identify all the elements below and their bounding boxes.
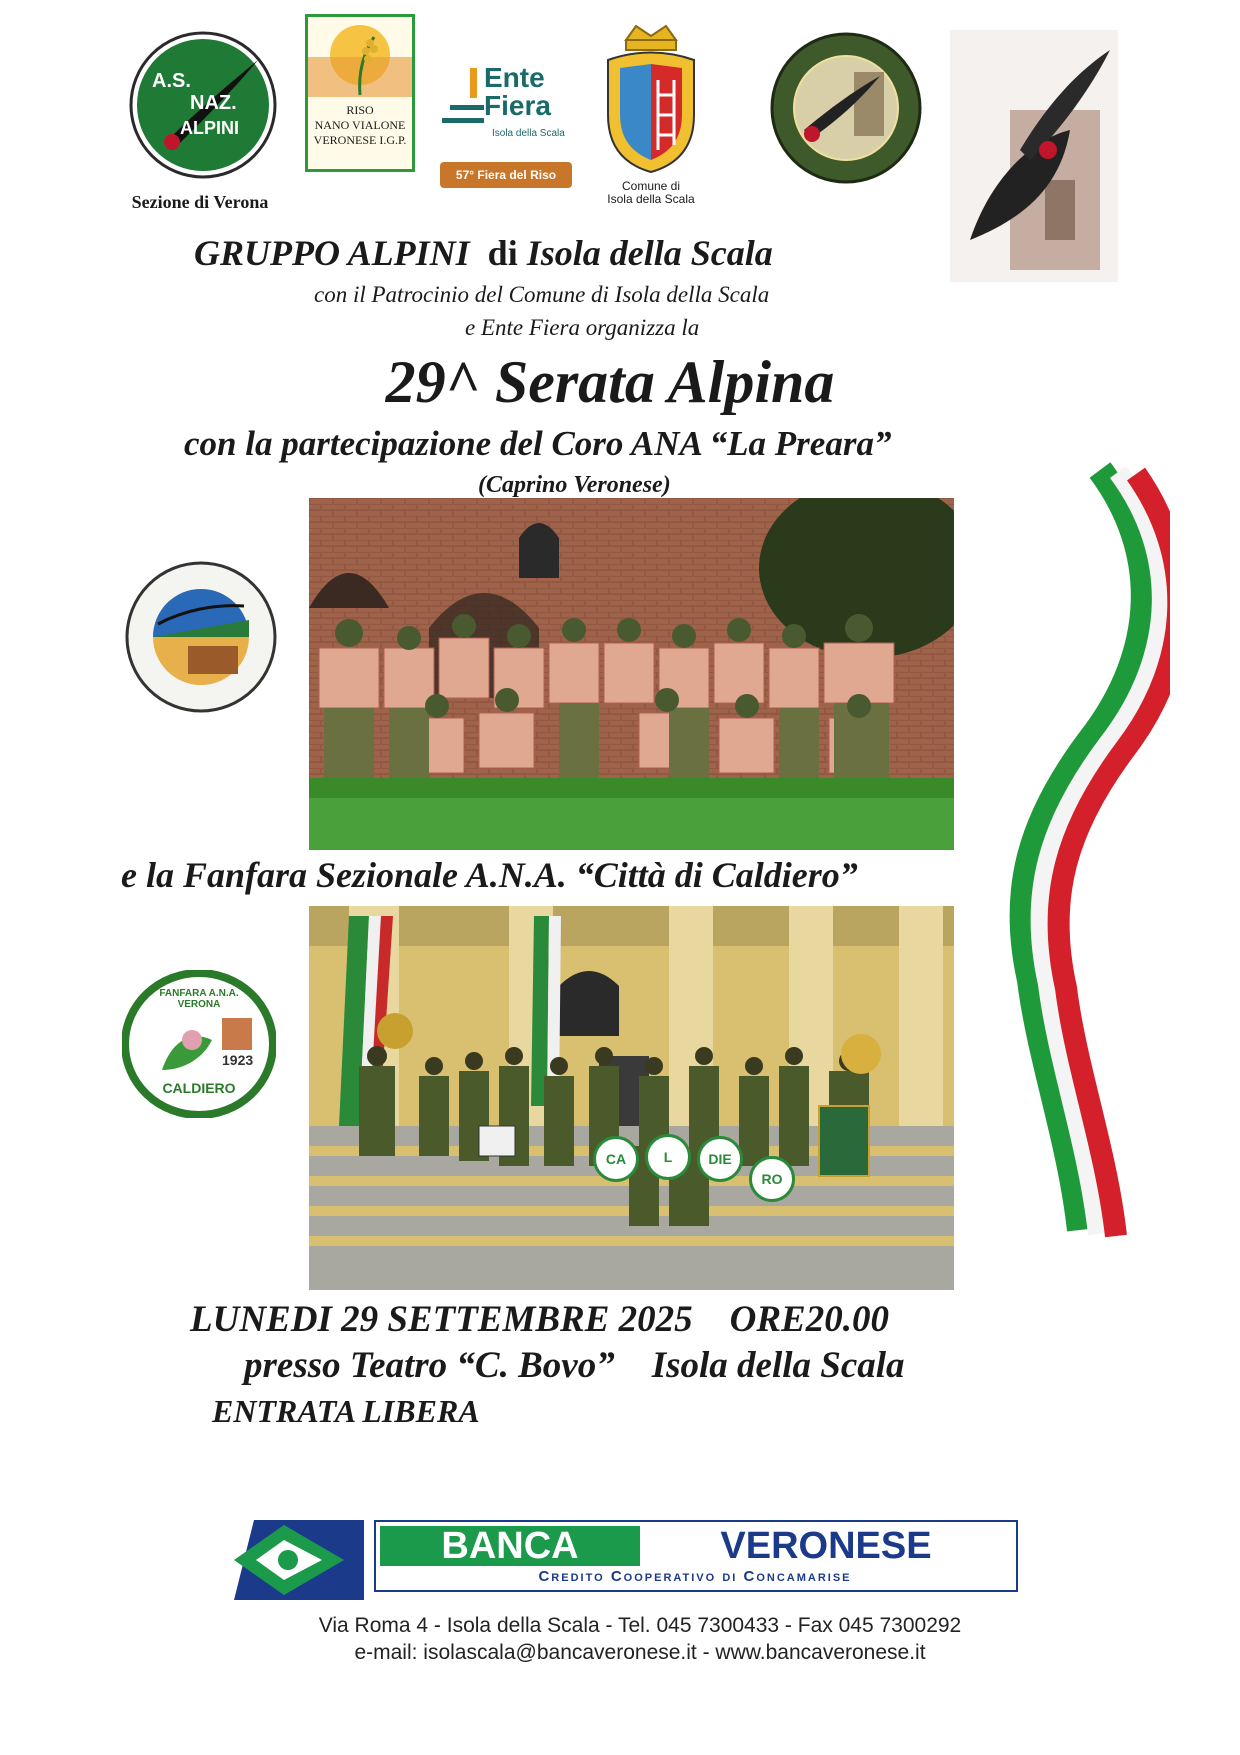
intro-line3: e Ente Fiera organizza la (465, 315, 700, 340)
details-date-time: LUNEDI 29 SETTEMBRE 2025 ORE20.00 (190, 1299, 889, 1340)
comune-caption-1: Comune di (621, 179, 681, 193)
ana-logo-line1: A.S. (152, 70, 191, 92)
intro-line2: con il Patrocinio del Comune di Isola della Scala (314, 282, 770, 307)
coro-group-photo (309, 498, 954, 850)
gruppo-ring-text (768, 30, 769, 31)
drum-3: DIE (697, 1136, 743, 1182)
coro-la-preara-logo (124, 560, 278, 714)
ente-word: Ente (484, 62, 545, 93)
banca-subtitle: Credito Cooperativo di Concamarise (538, 1568, 852, 1585)
ana-logo-line3: ALPINI (180, 118, 240, 138)
coro-logo-ring-text (124, 560, 125, 561)
banca-word: BANCA (380, 1526, 640, 1566)
event-participation: con la partecipazione del Coro ANA “La Preara” (184, 424, 892, 463)
fanfara-logo-year: 1923 (222, 1052, 254, 1068)
details-entry: ENTRATA LIBERA (212, 1393, 480, 1429)
fanfara-logo-bottom: CALDIERO (162, 1080, 236, 1096)
banca-address: Via Roma 4 - Isola della Scala - Tel. 045 7300433 - Fax 045 7300292 (318, 1614, 962, 1637)
fiera-word: Fiera (484, 90, 551, 121)
details-venue: presso Teatro “C. Bovo” Isola della Scala (244, 1345, 905, 1386)
intro-title-c: Isola della Scala (526, 233, 773, 273)
drum-2: L (645, 1134, 691, 1180)
fiera-riso-banner: 57° Fiera del Riso (440, 162, 572, 188)
riso-line3: VERONESE I.G.P. (313, 133, 407, 147)
fanfara-group-photo (309, 906, 954, 1290)
sezione-caption: Sezione di Verona (131, 192, 269, 212)
ente-fiera-sub: Isola della Scala (492, 128, 565, 139)
event-title: 29^ Serata Alpina (385, 349, 835, 415)
fanfara-line: e la Fanfara Sezionale A.N.A. “Città di Caldiero” (121, 855, 858, 895)
comune-coat-of-arms (596, 20, 706, 210)
event-participation-place: (Caprino Veronese) (478, 472, 671, 498)
gruppo-isola-logo (768, 30, 924, 186)
veronese-word: VERONESE (720, 1525, 932, 1567)
ente-fiera-logo (440, 60, 580, 210)
fanfara-caldiero-logo (122, 970, 276, 1118)
riso-line2: NANO VIALONE (314, 118, 406, 132)
riso-line1: RISO (346, 103, 374, 117)
ana-logo-line2: NAZ. (190, 92, 237, 114)
ana-verona-logo (128, 30, 278, 180)
drum-4: RO (749, 1156, 795, 1202)
intro-title-a: GRUPPO ALPINI (194, 233, 470, 273)
comune-caption-2: Isola della Scala (607, 192, 695, 206)
alpini-hat-photo (950, 30, 1118, 282)
drum-1: CA (593, 1136, 639, 1182)
banca-veronese-wordmark (374, 1520, 1018, 1592)
banca-veronese-logo-mark (234, 1520, 364, 1600)
intro-title-b: di (487, 233, 518, 273)
fanfara-logo-ring: FANFARA A.N.A. VERONA (159, 988, 239, 1010)
italian-flag-ribbon (970, 460, 1170, 1240)
riso-logo (305, 14, 415, 172)
banca-contact: e-mail: isolascala@bancaveronese.it - www.bancaveronese.it (354, 1641, 926, 1664)
